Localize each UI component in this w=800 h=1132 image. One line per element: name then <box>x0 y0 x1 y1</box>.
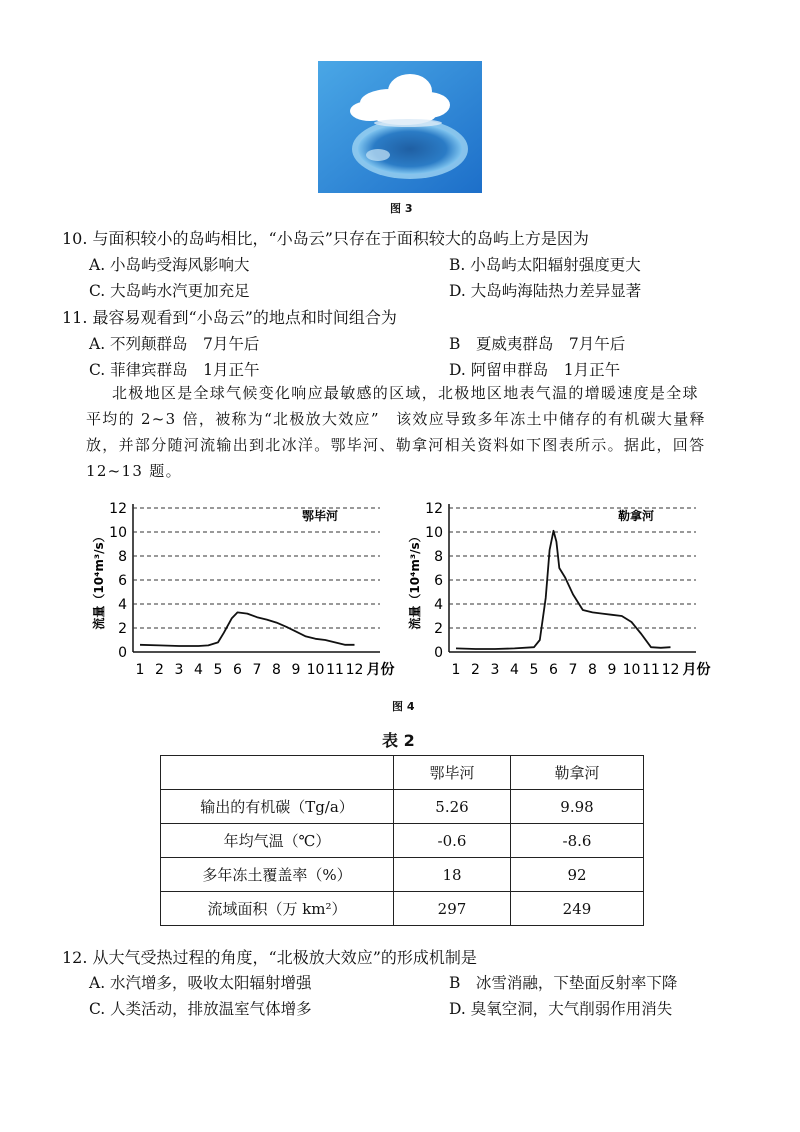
q11-option-a: A. 不列颠群岛 7月午后 <box>89 335 260 353</box>
y-tick-label: 6 <box>118 573 127 589</box>
table-header-cell: 勒拿河 <box>511 756 644 790</box>
passage-line-1: 北极地区是全球气候变化响应最敏感的区域，北极地区地表气温的增暖速度是全球 <box>112 384 699 402</box>
x-tick-label: 7 <box>252 662 262 678</box>
table-cell: -0.6 <box>394 824 511 858</box>
table-cell: 年均气温（℃） <box>161 824 394 858</box>
chart-title: 鄂毕河 <box>301 509 339 523</box>
y-tick-label: 0 <box>118 645 127 661</box>
chart-title: 勒拿河 <box>617 509 655 523</box>
y-tick-label: 4 <box>434 597 443 613</box>
chart-lena-river <box>404 496 724 688</box>
q10-option-d: D. 大岛屿海陆热力差异显著 <box>449 282 642 300</box>
y-tick-label: 8 <box>434 549 443 565</box>
q12-option-c: C. 人类活动，排放温室气体增多 <box>89 1000 312 1018</box>
y-tick-label: 12 <box>425 501 443 517</box>
x-axis-label: 月份 <box>682 662 711 678</box>
table-cell: 92 <box>511 858 644 892</box>
q10-option-c: C. 大岛屿水汽更加充足 <box>89 282 250 300</box>
x-tick-label: 8 <box>588 662 597 678</box>
figure4-caption: 图 4 <box>392 700 415 713</box>
y-axis-label: 流量（10⁴m³/s） <box>92 530 106 630</box>
table-header-row <box>161 756 644 790</box>
q10-stem: 10. 与面积较小的岛屿相比，“小岛云”只存在于面积较大的岛屿上方是因为 <box>62 229 589 248</box>
q12-option-a: A. 水汽增多，吸收太阳辐射增强 <box>89 974 312 992</box>
table-cell: 输出的有机碳（Tg/a） <box>161 790 394 824</box>
table-row <box>161 892 644 926</box>
island-cloud-icon <box>318 61 482 193</box>
table-row <box>161 790 644 824</box>
passage-line-3: 放，并部分随河流输出到北冰洋。鄂毕河、勒拿河相关资料如下图表所示。据此，回答 <box>86 436 706 454</box>
y-tick-label: 10 <box>425 525 443 541</box>
x-tick-label: 11 <box>326 662 344 678</box>
x-axis-label: 月份 <box>366 662 395 678</box>
q12-option-d: D. 臭氧空洞，大气削弱作用消失 <box>449 1000 673 1018</box>
q11-option-d: D. 阿留申群岛 1月正午 <box>449 361 621 379</box>
y-tick-label: 12 <box>109 501 127 517</box>
table2-title: 表 2 <box>382 731 415 750</box>
passage-line-4: 12~13 题。 <box>86 462 182 480</box>
x-tick-label: 11 <box>642 662 660 678</box>
x-tick-label: 2 <box>471 662 480 678</box>
x-tick-label: 2 <box>155 662 164 678</box>
table-cell: 249 <box>511 892 644 926</box>
y-tick-label: 2 <box>434 621 443 637</box>
q11-option-b: B 夏威夷群岛 7月午后 <box>449 335 626 353</box>
x-tick-label: 3 <box>174 662 184 678</box>
table-cell: 多年冻土覆盖率（%） <box>161 858 394 892</box>
table-cell: 流域面积（万 km²） <box>161 892 394 926</box>
q11-option-c: C. 菲律宾群岛 1月正午 <box>89 361 260 379</box>
series-line <box>456 531 671 649</box>
x-tick-label: 9 <box>607 662 617 678</box>
x-tick-label: 4 <box>510 662 519 678</box>
x-tick-label: 6 <box>549 662 558 678</box>
q11-stem: 11. 最容易观看到“小岛云”的地点和时间组合为 <box>62 308 397 327</box>
q10-option-b: B. 小岛屿太阳辐射强度更大 <box>449 256 641 274</box>
x-tick-label: 12 <box>345 662 364 678</box>
x-tick-label: 1 <box>135 662 145 678</box>
x-tick-label: 6 <box>233 662 242 678</box>
table-cell: 5.26 <box>394 790 511 824</box>
series-line <box>140 612 355 646</box>
x-tick-label: 4 <box>194 662 203 678</box>
x-tick-label: 12 <box>661 662 680 678</box>
chart-ob-river <box>88 496 408 688</box>
x-tick-label: 7 <box>568 662 578 678</box>
x-tick-label: 5 <box>529 662 539 678</box>
table-row <box>161 858 644 892</box>
table-cell: -8.6 <box>511 824 644 858</box>
y-tick-label: 2 <box>118 621 127 637</box>
passage-line-2: 平均的 2~3 倍，被称为“北极放大效应” 该效应导致多年冻土中储存的有机碳大量释 <box>86 410 706 428</box>
x-tick-label: 5 <box>213 662 223 678</box>
island-cloud-photo <box>318 61 482 193</box>
y-tick-label: 10 <box>109 525 127 541</box>
table2 <box>160 755 644 926</box>
table-header-cell: 鄂毕河 <box>394 756 511 790</box>
table-header-cell <box>161 756 394 790</box>
q12-option-b: B 冰雪消融，下垫面反射率下降 <box>449 974 678 992</box>
figure3-caption: 图 3 <box>390 202 413 215</box>
q10-option-a: A. 小岛屿受海风影响大 <box>89 256 250 274</box>
y-tick-label: 0 <box>434 645 443 661</box>
y-tick-label: 8 <box>118 549 127 565</box>
q12-stem: 12. 从大气受热过程的角度，“北极放大效应”的形成机制是 <box>62 948 477 967</box>
x-tick-label: 10 <box>306 662 325 678</box>
table-cell: 9.98 <box>511 790 644 824</box>
y-tick-label: 6 <box>434 573 443 589</box>
table-cell: 297 <box>394 892 511 926</box>
y-tick-label: 4 <box>118 597 127 613</box>
y-axis-label: 流量（10⁴m³/s） <box>408 530 422 630</box>
x-tick-label: 1 <box>451 662 461 678</box>
x-tick-label: 9 <box>291 662 301 678</box>
table-cell: 18 <box>394 858 511 892</box>
x-tick-label: 10 <box>622 662 641 678</box>
x-tick-label: 8 <box>272 662 281 678</box>
table-row <box>161 824 644 858</box>
x-tick-label: 3 <box>490 662 500 678</box>
